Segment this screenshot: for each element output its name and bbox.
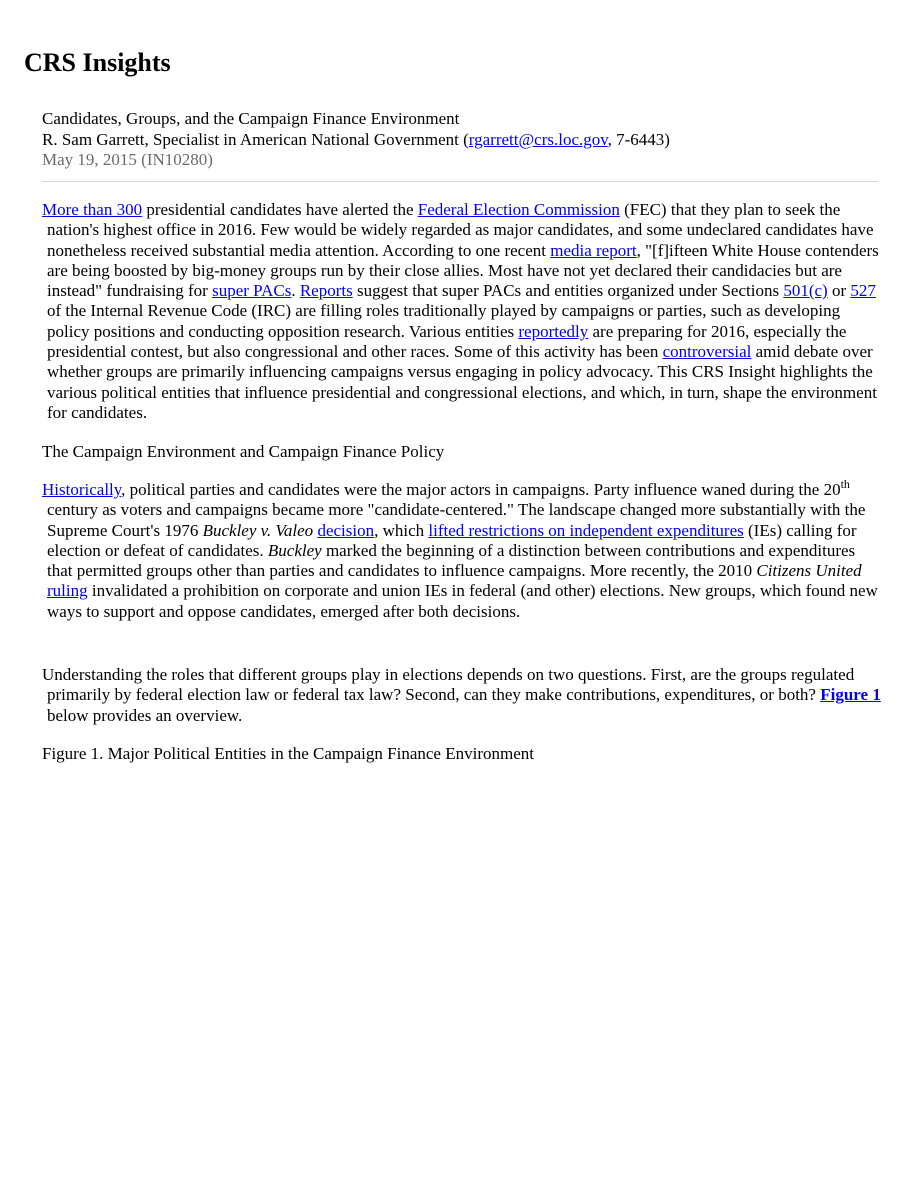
section-heading: The Campaign Environment and Campaign Finance Policy — [42, 442, 445, 461]
text-run: are preparing for 2016, especially the presidential contest, but also congressional and other races. Some of this activity has been — [47, 321, 847, 362]
author-name: R. Sam Garrett, Specialist in American National Government ( — [42, 129, 469, 149]
figure-1-link[interactable]: Figure 1 — [820, 685, 881, 705]
text-run: invalidated a prohibition on corporate and union IEs in federal (and other) elections. New groups, which found new ways to support and oppose candidates, emerged after both decisions. — [47, 581, 878, 621]
case-name-buckley-v-valeo: Buckley v. Valeo — [202, 520, 314, 540]
history-paragraph — [42, 477, 884, 622]
text-run: of the Internal Revenue Code (IRC) are filling roles traditionally played by campaigns or parties, such as developing policy positions and conducting opposition research. Various entities — [47, 301, 841, 341]
text-run: (FEC) that they plan to seek the nation's highest office in 2016. Few would be widely regarded as major candidates, and some undeclared candidates have nonetheless received substantial media attention. According to one recent — [47, 200, 874, 260]
case-name-citizens-united: Citizens United — [756, 561, 862, 581]
decision-link[interactable]: decision — [317, 520, 375, 540]
text-run: . — [291, 281, 300, 301]
text-run: , "[f]ifteen White House contenders are being boosted by big-money groups run by their close allies. Most have not yet declared their candidacies but are instead" fundraising for — [47, 240, 879, 301]
text-run: marked the beginning of a distinction between contributions and expenditures that permitted groups other than parties and candidates to influence campaigns. More recently, the 2010 — [47, 540, 856, 581]
author-line — [42, 130, 878, 151]
more-than-300-link[interactable]: More than 300 — [42, 200, 143, 219]
figure-caption: Figure 1. Major Political Entities in the Campaign Finance Environment — [42, 744, 534, 763]
text-run: suggest that super PACs and entities organized under Sections — [352, 281, 784, 301]
author-phone: , 7-6443) — [607, 129, 670, 149]
text-run: century as voters and campaigns became more "candidate-centered." The landscape changed more substantially with the Supreme Court's 1976 — [47, 500, 866, 540]
text-run: Understanding the roles that different groups play in elections depends on two questions. First, are the groups regulated primarily by federal election law or federal tax law? Second, can they make contributions, expenditures, or both? — [42, 665, 855, 705]
text-run: amid debate over whether groups are primarily influencing campaigns versus engaging in policy advocacy. This CRS Insight highlights the various political entities that influence presidential and congressional elections, and which, in turn, shape the environment for candidates. — [47, 342, 877, 422]
lifted-restrictions-link[interactable]: lifted restrictions on independent expenditures — [428, 520, 744, 540]
header-divider — [42, 181, 878, 182]
super-pacs-link[interactable]: super PACs — [212, 281, 292, 301]
controversial-link[interactable]: controversial — [662, 342, 752, 362]
reportedly-link[interactable]: reportedly — [518, 321, 589, 341]
fec-link[interactable]: Federal Election Commission — [417, 200, 620, 219]
ruling-link[interactable]: ruling — [47, 581, 88, 601]
text-run: below provides an overview. — [47, 705, 243, 725]
media-report-link[interactable]: media report — [550, 240, 637, 260]
page-title: CRS Insights — [24, 48, 171, 77]
text-run: , political parties and candidates were the major actors in campaigns. Party influence waned during the 20 — [121, 480, 841, 499]
insight-date: May 19, 2015 (IN10280) — [42, 150, 213, 169]
insight-title: Candidates, Groups, and the Campaign Finance Environment — [42, 109, 460, 128]
insight-header — [42, 109, 878, 171]
section-501c-link[interactable]: 501(c) — [783, 281, 828, 301]
reports-link[interactable]: Reports — [299, 281, 353, 301]
text-run: presidential candidates have alerted the — [142, 200, 418, 219]
text-run: , which — [374, 520, 429, 540]
text-run: or — [827, 281, 851, 301]
historically-link[interactable]: Historically — [42, 480, 122, 499]
intro-paragraph — [42, 200, 884, 423]
superscript-th: th — [840, 477, 850, 491]
author-email-link[interactable]: rgarrett@crs.loc.gov — [468, 129, 608, 149]
case-name-buckley: Buckley — [267, 540, 322, 560]
overview-paragraph — [42, 665, 884, 726]
section-527-link[interactable]: 527 — [850, 281, 876, 301]
text-run: (IEs) calling for election or defeat of candidates. — [47, 520, 857, 560]
